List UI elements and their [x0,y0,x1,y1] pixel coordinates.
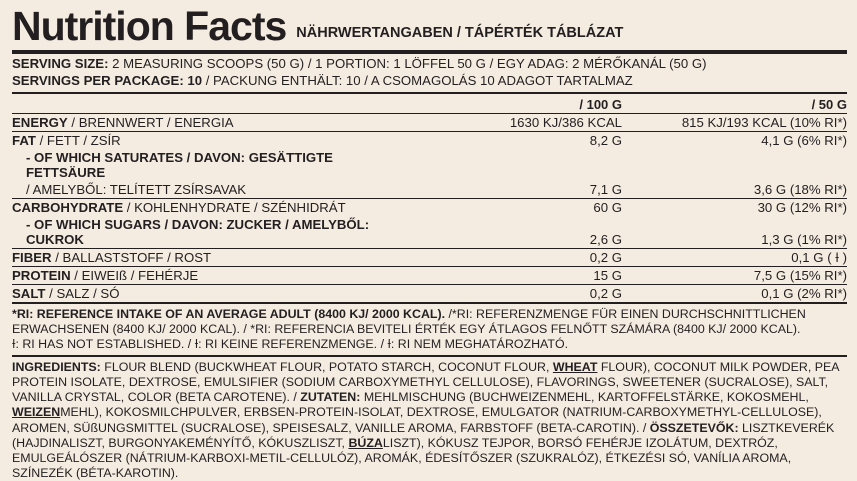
row-value-50g: 0,1 G (2% RI*) [761,285,847,301]
row-name: FIBER / BALLASTSTOFF / ROST [12,248,407,266]
servings-per-package-value: / PACKUNG ENTHÄLT: 10 / A CSOMAGOLÁS 10 ADAGOT TARTALMAZ [205,72,633,88]
row-value-50g: 815 KJ/193 KCAL (10% RI*) [622,113,847,131]
row-value-100g: 15 G [407,266,622,284]
row-value-100g: 8,2 G [589,132,622,148]
col-header-name [12,96,407,114]
row-value-100g: 0,2 G [407,248,622,266]
serving-size-line [12,56,847,73]
table-row [12,248,847,266]
reference-intake-note [12,304,847,355]
ingredients-label-hu: ÖSSZETEVŐK: [649,420,739,435]
row-name: PROTEIN / EIWEIß / FEHÉRJE [12,266,407,284]
row-value-50g: 30 G (12% RI*) [757,199,847,215]
table-row [12,216,847,249]
serving-info [12,54,847,92]
table-row [12,198,847,216]
allergen-hu: BÚZA [348,435,383,450]
row-value-50g: 0,1 G ( Ɨ ) [622,248,847,266]
ingredients-label-en: INGREDIENTS: [12,360,101,375]
row-value-50g: 3,6 G (18% RI*) [622,181,847,199]
ingredients-text-en: FLOUR BLEND (BUCKWHEAT FLOUR, POTATO STARCH, COCONUT FLOUR, [100,360,553,375]
row-value-50g [622,149,847,181]
row-value-100g: 7,1 G [407,181,622,199]
allergen-de: WEIZEN [12,405,61,420]
row-name: FAT / FETT / ZSÍR [12,132,121,148]
row-value-50g: 7,5 G (15% RI*) [622,266,847,284]
serving-size-value: 2 MEASURING SCOOPS (50 G) / 1 PORTION: 1 LÖFFEL 50 G / EGY ADAG: 2 MÉRŐKANÁL (50 G) [112,56,707,72]
row-value-100g: 0,2 G [589,285,622,301]
row-name: - OF WHICH SATURATES / DAVON: GESÄTTIGTE FETTSÄURE [26,149,333,180]
table-header-row [12,96,847,114]
table-row [12,284,847,302]
ri-note-line-1: *RI: REFERENCE INTAKE OF AN AVERAGE ADULT (8400 KJ/ 2000 KCAL). /*RI: REFERENZMENGE FÜR EINEN DURCHSCHNITTLICHEN ERWACHSENEN (8400 KJ/ 2000 KCAL). / *RI: REFERENCIA BEVITELI ÉRTÉK EGY ÁTLAGOS FELNŐTT SZÁMÁRA (8400 KJ/ 2000 KCAL). [12,306,806,336]
row-name: / AMELYBŐL: TELÍTETT ZSÍRSAVAK [12,181,407,199]
servings-per-package-line [12,73,847,90]
row-value-100g: 60 G [593,199,622,215]
row-value-50g: 1,3 G (1% RI*) [622,216,847,249]
ingredients-text-de-2: MEHL), KOKOSMILCHPULVER, ERBSEN-PROTEIN-ISOLAT, DEXTROSE, EMULGATOR (NATRIUM-CARBOXYMETHYL-CELLULOSE), AROMEN, SÜßUNGSMITTEL (SUCRALOSE), SPEISESALZ, VANILLE AROMA, FARBSTOFF (BETA-CAROTIN). / [12,405,822,435]
row-name: ENERGY / BRENNWERT / ENERGIA [12,113,407,131]
row-name: - OF WHICH SUGARS / DAVON: ZUCKER / AMELYBŐL: CUKROK [12,216,407,249]
page-title: Nutrition Facts [12,3,287,49]
table-row [12,181,847,199]
table-row [12,131,847,149]
ingredients-text-de: MEHLMISCHUNG (BUCHWEIZENMEHL, KARTOFFELSTÄRKE, KOKOSMEHL, [360,390,809,405]
ingredients-section [12,357,847,481]
ingredients-text-hu: LISZTKEVERÉK (HAJDINALISZT, BURGONYAKEMÉNYÍTŐ, KÓKUSZLISZT, [12,420,835,450]
ingredients-text-en-2: FLOUR), COCONUT MILK POWDER, PEA PROTEIN ISOLATE, DEXTROSE, EMULSIFIER (SODIUM CARBOXYMETHYL CELLULOSE), FLAVORINGS, SWEETENER (SUCRALOSE), SALT, VANILLA CRYSTAL, COLOR (BETA CAROTENE). / [12,360,839,405]
row-value-100g: 1630 KJ/386 KCAL [407,113,622,131]
row-name: SALT / SALZ / SÓ [12,285,120,301]
ingredients-text-hu-2: LISZT), KÓKUSZ TEJPOR, BORSÓ FEHÉRJE IZOLÁTUM, DEXTRÓZ, EMULGEÁLÓSZER (NÁTRIUM-KARBOXI-METIL-CELLULÓZ), AROMÁK, ÉDESÍTŐSZER (SZUKRALÓZ), ÉTKEZÉSI SÓ, VANÍLIA AROMA, SZÍNEZÉK (BÉTA-KAROTIN). [12,435,792,480]
header [12,3,847,49]
table-row [12,113,847,131]
row-value-50g: 4,1 G (6% RI*) [761,132,847,148]
serving-size-label: SERVING SIZE: [12,56,109,72]
ri-note-line-2: Ɨ: RI HAS NOT ESTABLISHED. / Ɨ: RI KEINE REFERENZMENGE. / Ɨ: RI NEM MEGHATÁROZHATÓ. [12,336,569,351]
ingredients-label-de: ZUTATEN: [300,390,361,405]
table-row [12,149,847,181]
nutrition-table [12,96,847,302]
row-name: CARBOHYDRATE / KOHLENHYDRATE / SZÉNHIDRÁT [12,199,346,215]
allergen-en: WHEAT [552,360,598,375]
row-value-100g: 2,6 G [407,216,622,249]
servings-per-package-label: SERVINGS PER PACKAGE: 10 [12,72,203,88]
page-subtitle: NÄHRWERTANGABEN / TÁPÉRTÉK TÁBLÁZAT [296,25,624,42]
row-value-100g [407,149,622,181]
col-header-100g: / 100 G [407,96,622,114]
col-header-50g: / 50 G [622,96,847,114]
table-row [12,266,847,284]
